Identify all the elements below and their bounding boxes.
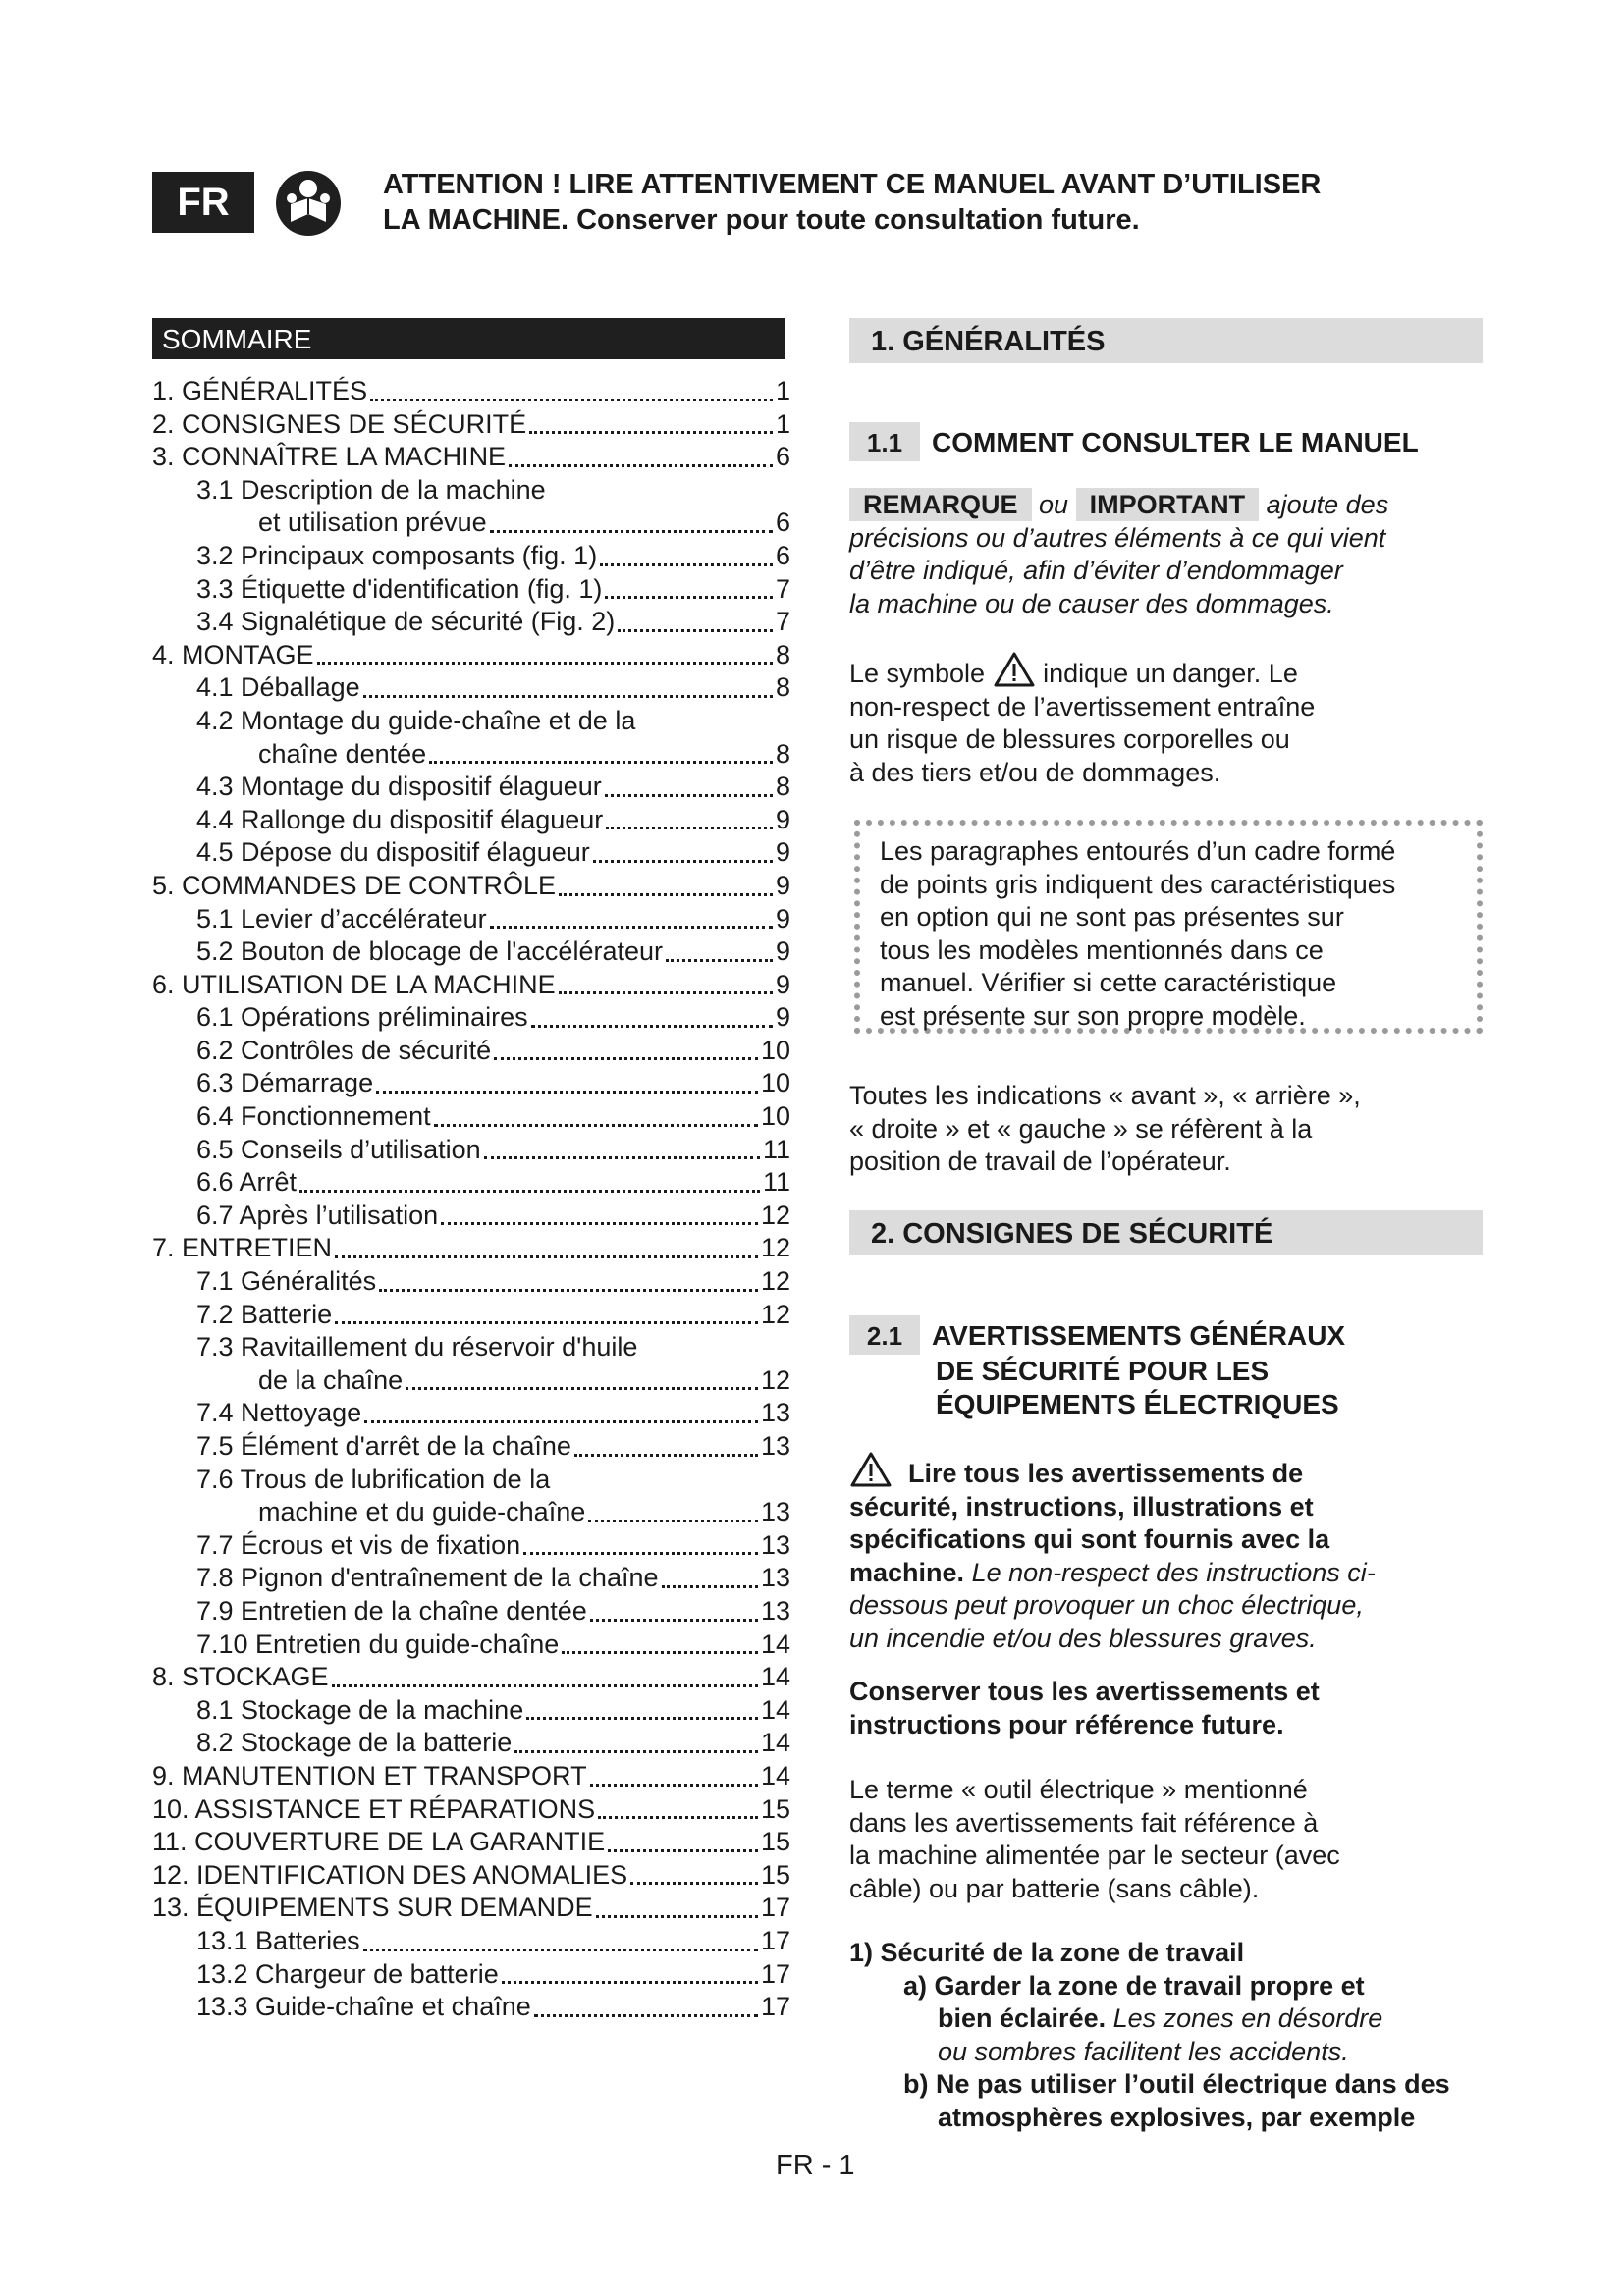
optional-features-box: Les paragraphes entourés d’un cadre formé de points gris indiquent des caractéristiques en option qui ne sont pas présentes sur tous les modèles mentionnés dans ce manuel. Vérifier si cette caractéristique est présente sur son propre modèle.: [854, 820, 1483, 1034]
general-warning-paragraph: Lire tous les avertissements de sécurité, instructions, illustrations et spécifications qui sont fournis avec la machine. Le non-respect des instructions ci- dessous peut provoquer un choc électrique, un incendie et/ou des blessures graves.: [849, 1451, 1517, 1655]
toc-item[interactable]: 6.7 Après l’utilisation 12: [196, 1200, 790, 1230]
read-manual-icon: [273, 169, 344, 238]
toc-item[interactable]: 6.5 Conseils d’utilisation 11: [196, 1134, 790, 1164]
warning-triangle-icon: [993, 651, 1036, 688]
toc-item[interactable]: 7.5 Élément d'arrêt de la chaîne 13: [196, 1431, 790, 1461]
toc-item[interactable]: 13.3 Guide-chaîne et chaîne 17: [196, 1992, 790, 2022]
toc-item[interactable]: 6.2 Contrôles de sécurité 10: [196, 1035, 790, 1065]
toc-item[interactable]: 3.1 Description de la machine: [196, 474, 546, 505]
toc-item[interactable]: 3. CONNAÎTRE LA MACHINE 6: [152, 442, 790, 472]
toc-item[interactable]: de la chaîne 12: [258, 1364, 790, 1395]
toc-item[interactable]: machine et du guide-chaîne 13: [258, 1497, 790, 1527]
important-tag: IMPORTANT: [1076, 488, 1259, 521]
toc-item[interactable]: 3.3 Étiquette d'identification (fig. 1) 7: [196, 573, 790, 604]
toc-item[interactable]: 7.6 Trous de lubrification de la: [196, 1464, 551, 1494]
subsection-2-1-heading: 2.1 AVERTISSEMENTS GÉNÉRAUX DE SÉCURITÉ POUR LES ÉQUIPEMENTS ÉLECTRIQUES: [849, 1315, 1345, 1421]
toc-item[interactable]: 8.1 Stockage de la machine 14: [196, 1694, 790, 1725]
header-warning-line-2: LA MACHINE. Conserver pour toute consultation future.: [383, 204, 1140, 236]
toc-item[interactable]: 7. ENTRETIEN 12: [152, 1233, 790, 1263]
subsection-1-1-heading: [849, 422, 1419, 461]
toc-item[interactable]: 7.4 Nettoyage 13: [196, 1398, 790, 1428]
toc-item[interactable]: 7.10 Entretien du guide-chaîne 14: [196, 1629, 790, 1659]
page-number: FR - 1: [776, 2150, 855, 2181]
work-area-safety: 1) Sécurité de la zone de travail a) Garder la zone de travail propre et bien éclairée. Les zones en désordre ou sombres facilitent les accidents. b) Ne pas utiliser l’outil électrique dans des atmosphères explosives, par exemple: [849, 1937, 1517, 2134]
subsection-number: 2.1: [849, 1315, 920, 1355]
toc-item[interactable]: 7.8 Pignon d'entraînement de la chaîne 13: [196, 1563, 790, 1593]
note-paragraph: REMARQUE ou IMPORTANT ajoute des précisions ou d’autres éléments à ce qui vient d’être indiqué, afin d’éviter d’endommager la machine ou de causer des dommages.: [849, 490, 1389, 618]
toc-item[interactable]: et utilisation prévue 6: [258, 507, 790, 538]
toc-item[interactable]: 8.2 Stockage de la batterie 14: [196, 1728, 790, 1758]
toc-item[interactable]: 6.3 Démarrage 10: [196, 1068, 790, 1098]
language-badge: FR: [152, 172, 254, 233]
toc-item[interactable]: 1. GÉNÉRALITÉS 1: [152, 376, 790, 405]
toc-item[interactable]: 7.9 Entretien de la chaîne dentée 13: [196, 1595, 790, 1626]
toc-item[interactable]: 11. COUVERTURE DE LA GARANTIE 15: [152, 1827, 790, 1857]
toc-item[interactable]: 4.2 Montage du guide-chaîne et de la: [196, 705, 636, 735]
toc-item[interactable]: 13.1 Batteries 17: [196, 1925, 790, 1955]
toc-item[interactable]: 13.2 Chargeur de batterie 17: [196, 1958, 790, 1989]
header-warning-line-1: ATTENTION ! LIRE ATTENTIVEMENT CE MANUEL AVANT D’UTILISER: [383, 169, 1322, 200]
toc-item[interactable]: 5.2 Bouton de blocage de l'accélérateur 9: [196, 936, 790, 967]
toc-item[interactable]: 7.2 Batterie 12: [196, 1299, 790, 1329]
toc-item[interactable]: 3.4 Signalétique de sécurité (Fig. 2) 7: [196, 607, 790, 637]
toc-item[interactable]: 4.3 Montage du dispositif élagueur 8: [196, 772, 790, 802]
toc-item[interactable]: 6.4 Fonctionnement 10: [196, 1101, 790, 1132]
power-tool-term-paragraph: Le terme « outil électrique » mentionné dans les avertissements fait référence à la machine alimentée par le secteur (avec câble) ou par batterie (sans câble).: [849, 1775, 1340, 1903]
section-1-title: 1. GÉNÉRALITÉS: [849, 318, 1483, 363]
toc-item[interactable]: 5. COMMANDES DE CONTRÔLE 9: [152, 870, 790, 900]
direction-paragraph: Toutes les indications « avant », « arrière », « droite » et « gauche » se réfèrent à la position de travail de l’opérateur.: [849, 1081, 1361, 1176]
remarque-tag: REMARQUE: [849, 488, 1032, 521]
section-2-title: 2. CONSIGNES DE SÉCURITÉ: [849, 1210, 1483, 1255]
subsection-title: COMMENT CONSULTER LE MANUEL: [932, 427, 1419, 457]
danger-symbol-paragraph: Le symbole indique un danger. Le non-respect de l’avertissement entraîne un risque de blessures corporelles ou à des tiers et/ou de dommages.: [849, 651, 1517, 789]
toc-item[interactable]: 2. CONSIGNES DE SÉCURITÉ 1: [152, 408, 790, 439]
toc-item[interactable]: 6.6 Arrêt 11: [196, 1167, 790, 1198]
toc-item[interactable]: 12. IDENTIFICATION DES ANOMALIES 15: [152, 1859, 790, 1890]
toc-item[interactable]: 4.1 Déballage 8: [196, 672, 790, 703]
toc-item[interactable]: 7.1 Généralités 12: [196, 1266, 790, 1297]
table-of-contents: [152, 375, 790, 2024]
toc-item[interactable]: chaîne dentée 8: [258, 738, 790, 769]
warning-triangle-icon: [849, 1451, 893, 1488]
header-warning: [383, 167, 1463, 238]
toc-item[interactable]: 4.5 Dépose du dispositif élagueur 9: [196, 837, 790, 868]
toc-item[interactable]: 4.4 Rallonge du dispositif élagueur 9: [196, 804, 790, 834]
toc-item[interactable]: 9. MANUTENTION ET TRANSPORT 14: [152, 1760, 790, 1790]
toc-item[interactable]: 10. ASSISTANCE ET RÉPARATIONS 15: [152, 1793, 790, 1824]
toc-item[interactable]: 7.7 Écrous et vis de fixation 13: [196, 1529, 790, 1560]
toc-item[interactable]: 13. ÉQUIPEMENTS SUR DEMANDE 17: [152, 1893, 790, 1923]
subsection-number: 1.1: [849, 422, 920, 461]
keep-instructions-paragraph: Conserver tous les avertissements et instructions pour référence future.: [849, 1677, 1320, 1739]
work-area-title: 1) Sécurité de la zone de travail: [849, 1938, 1245, 1967]
toc-item[interactable]: 4. MONTAGE 8: [152, 639, 790, 669]
toc-item[interactable]: 5.1 Levier d’accélérateur 9: [196, 903, 790, 934]
toc-item[interactable]: 3.2 Principaux composants (fig. 1) 6: [196, 540, 790, 570]
toc-item[interactable]: 6. UTILISATION DE LA MACHINE 9: [152, 969, 790, 999]
toc-item[interactable]: 7.3 Ravitaillement du réservoir d'huile: [196, 1332, 638, 1362]
toc-item[interactable]: 6.1 Opérations préliminaires 9: [196, 1002, 790, 1033]
toc-item[interactable]: 8. STOCKAGE 14: [152, 1662, 790, 1692]
toc-title: SOMMAIRE: [152, 318, 785, 359]
